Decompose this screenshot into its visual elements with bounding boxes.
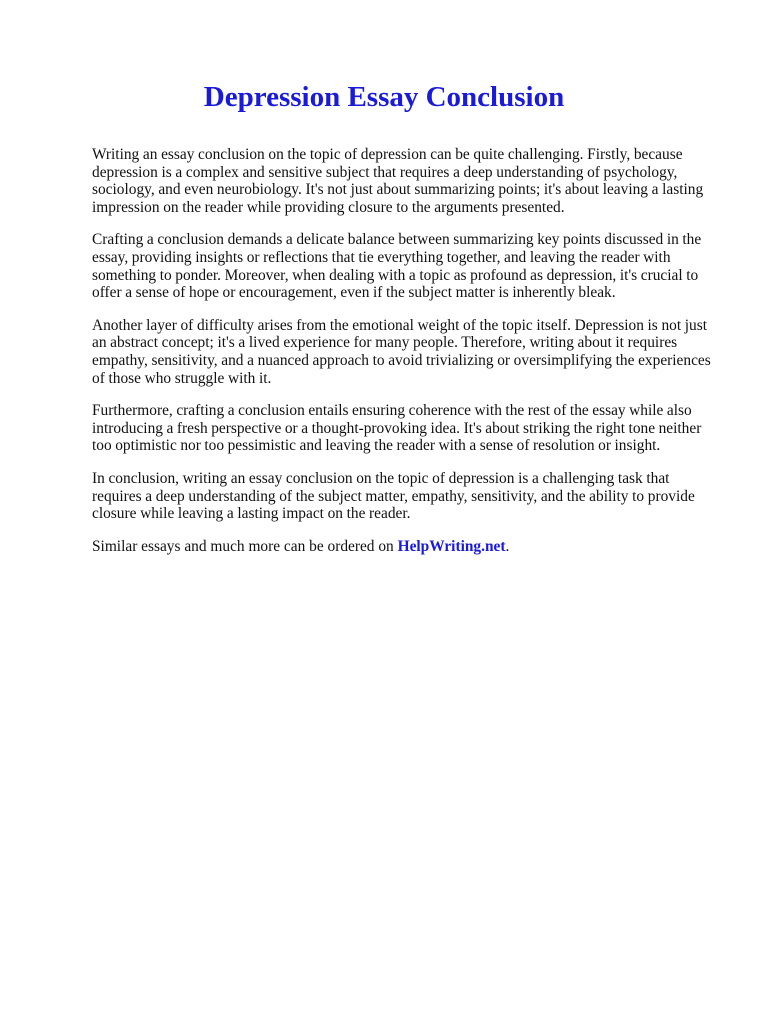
closing-suffix: . xyxy=(505,537,510,555)
helpwriting-link[interactable]: HelpWriting.net xyxy=(397,537,506,555)
page-title: Depression Essay Conclusion xyxy=(203,81,565,113)
closing-text: Similar essays and much more can be ordered on xyxy=(92,537,398,555)
paragraph-2: Crafting a conclusion demands a delicate balance between summarizing key points discussed in the essay, providing insights or reflections that tie everything together, and leaving the reader with something to ponder. Moreover, when dealing with a topic as profound as depression, it's crucial to offer a sense of hope or encouragement, even if the subject matter is inherently bleak. xyxy=(92,231,702,302)
closing-line xyxy=(92,538,722,556)
paragraph-1: Writing an essay conclusion on the topic of depression can be quite challenging. Firstly, because depression is a complex and sensitive subject that requires a deep understanding of psychology, sociology, and even neurobiology. It's not just about summarizing points; it's about leaving a lasting impression on the reader while providing closure to the arguments presented. xyxy=(92,146,704,216)
paragraph-4: Furthermore, crafting a conclusion entails ensuring coherence with the rest of the essay while also introducing a fresh perspective or a thought-provoking idea. It's about striking the right tone neither too optimistic nor too pessimistic and leaving the reader with a sense of resolution or insight. xyxy=(92,402,702,455)
document-body xyxy=(92,146,722,555)
paragraph-3: Another layer of difficulty arises from the emotional weight of the topic itself. Depression is not just an abstract concept; it's a lived experience for many people. Therefore, writing about it requires empathy, sensitivity, and a nuanced approach to avoid trivializing or oversimplifying the experiences of those who struggle with it. xyxy=(92,316,711,387)
paragraph-5: In conclusion, writing an essay conclusion on the topic of depression is a challenging task that requires a deep understanding of the subject matter, empathy, sensitivity, and the ability to provide closure while leaving a lasting impact on the reader. xyxy=(92,469,695,523)
